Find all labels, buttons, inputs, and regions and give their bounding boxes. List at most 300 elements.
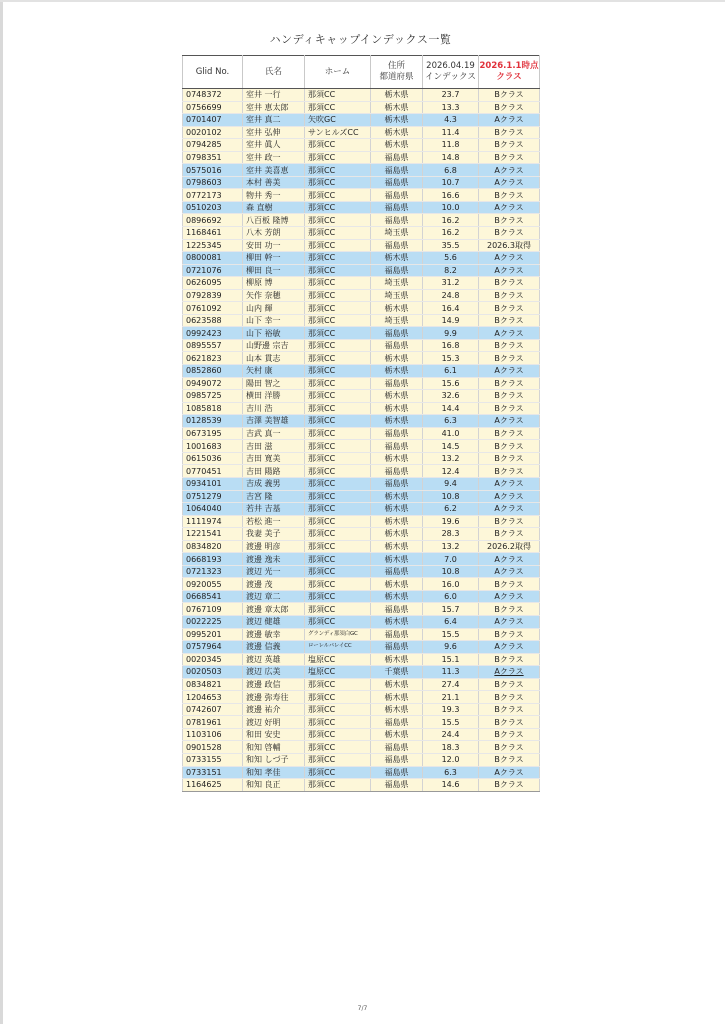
cell-glid <box>183 615 243 628</box>
cell-class-text: Bクラス <box>494 429 524 439</box>
cell-glid-text: 0721076 <box>186 265 222 275</box>
cell-pref <box>371 666 423 679</box>
cell-pref <box>371 314 423 327</box>
table-row <box>183 327 540 340</box>
table-row <box>183 691 540 704</box>
cell-name <box>243 239 305 252</box>
cell-index <box>423 151 479 164</box>
cell-class-text: Bクラス <box>494 466 524 476</box>
cell-name <box>243 89 305 102</box>
table-row <box>183 779 540 792</box>
table-row <box>183 578 540 591</box>
cell-index <box>423 753 479 766</box>
cell-glid <box>183 779 243 792</box>
cell-pref-text: 栃木県 <box>384 592 409 602</box>
cell-index <box>423 214 479 227</box>
cell-name-text: 吉田 寛美 <box>246 454 281 464</box>
cell-name-text: 矢作 奈穂 <box>246 291 281 301</box>
cell-pref-text: 栃木県 <box>384 127 409 137</box>
cell-class-text: Aクラス <box>494 328 524 338</box>
cell-pref-text: 福島県 <box>384 165 409 175</box>
cell-home <box>305 252 371 265</box>
table-row <box>183 653 540 666</box>
cell-pref <box>371 728 423 741</box>
cell-home <box>305 277 371 290</box>
cell-home-text: 那須CC <box>308 429 336 439</box>
cell-glid-text: 0510203 <box>186 203 222 213</box>
cell-class-text: Bクラス <box>494 679 524 689</box>
cell-home <box>305 716 371 729</box>
cell-index <box>423 365 479 378</box>
cell-index-text: 19.3 <box>441 705 460 715</box>
cell-name-text: 渡邊 祐介 <box>246 705 281 715</box>
cell-class <box>479 402 540 415</box>
header-class: 2026.1.1時点 クラス <box>479 56 540 89</box>
cell-home <box>305 126 371 139</box>
cell-home <box>305 553 371 566</box>
table-row <box>183 214 540 227</box>
cell-name-text: 森 直樹 <box>246 203 273 213</box>
cell-class-text: Aクラス <box>494 479 524 489</box>
cell-pref-text: 福島県 <box>384 328 409 338</box>
cell-name <box>243 440 305 453</box>
cell-class-text: Bクラス <box>494 692 524 702</box>
cell-index-text: 7.0 <box>444 554 457 564</box>
cell-class-text: Bクラス <box>494 780 524 790</box>
cell-class <box>479 377 540 390</box>
cell-index-text: 10.0 <box>441 203 460 213</box>
cell-pref-text: 福島県 <box>384 240 409 250</box>
cell-glid-text: 1001683 <box>186 441 222 451</box>
cell-pref-text: 福島県 <box>384 178 409 188</box>
table-row <box>183 590 540 603</box>
cell-pref <box>371 139 423 152</box>
cell-name-text: 陽田 智之 <box>246 378 281 388</box>
cell-index <box>423 703 479 716</box>
cell-class-text: Bクラス <box>494 90 524 100</box>
table-row <box>183 628 540 641</box>
cell-name <box>243 691 305 704</box>
cell-pref <box>371 126 423 139</box>
cell-name <box>243 515 305 528</box>
cell-pref <box>371 753 423 766</box>
table-row <box>183 465 540 478</box>
cell-pref-text: 栃木県 <box>384 692 409 702</box>
cell-index-text: 11.3 <box>441 667 460 677</box>
cell-index-text: 15.3 <box>441 353 460 363</box>
cell-name-text: 吉川 浩 <box>246 403 273 413</box>
cell-pref <box>371 477 423 490</box>
cell-pref-text: 栃木県 <box>384 679 409 689</box>
table-row <box>183 101 540 114</box>
cell-class <box>479 264 540 277</box>
cell-home <box>305 339 371 352</box>
cell-pref <box>371 101 423 114</box>
table-row <box>183 540 540 553</box>
cell-name-text: 吉宮 隆 <box>246 491 273 501</box>
cell-index <box>423 540 479 553</box>
cell-home <box>305 239 371 252</box>
table-row <box>183 352 540 365</box>
cell-class <box>479 716 540 729</box>
cell-glid-text: 0901528 <box>186 742 222 752</box>
cell-pref <box>371 252 423 265</box>
cell-index-text: 31.2 <box>441 278 460 288</box>
cell-glid <box>183 766 243 779</box>
cell-class-text: Bクラス <box>494 316 524 326</box>
cell-index <box>423 176 479 189</box>
cell-class-text: Aクラス <box>494 504 524 514</box>
cell-class-text: Bクラス <box>494 228 524 238</box>
cell-index-text: 10.7 <box>441 178 460 188</box>
cell-pref <box>371 465 423 478</box>
cell-index-text: 28.3 <box>441 529 460 539</box>
cell-index <box>423 452 479 465</box>
cell-class <box>479 365 540 378</box>
cell-name <box>243 666 305 679</box>
cell-glid-text: 1221541 <box>186 529 222 539</box>
cell-index-text: 8.2 <box>444 265 457 275</box>
cell-home <box>305 653 371 666</box>
cell-home-text: 那須CC <box>308 416 336 426</box>
table-row <box>183 402 540 415</box>
cell-name-text: 和知 孝佳 <box>246 767 281 777</box>
cell-pref-text: 福島県 <box>384 567 409 577</box>
cell-index <box>423 277 479 290</box>
cell-home-text: 那須CC <box>308 341 336 351</box>
cell-glid-text: 0834821 <box>186 679 222 689</box>
cell-glid <box>183 716 243 729</box>
cell-class-text: Aクラス <box>494 178 524 188</box>
cell-class <box>479 603 540 616</box>
cell-name <box>243 164 305 177</box>
table-row <box>183 678 540 691</box>
cell-pref <box>371 176 423 189</box>
cell-name-text: 吉田 陽路 <box>246 466 281 476</box>
cell-glid-text: 0673195 <box>186 429 222 439</box>
cell-home <box>305 628 371 641</box>
cell-home <box>305 578 371 591</box>
cell-pref-text: 福島県 <box>384 153 409 162</box>
cell-name-text: 室井 一行 <box>246 90 281 100</box>
cell-class-text: Aクラス <box>494 416 524 426</box>
cell-name-text: 渡辺 章二 <box>246 592 281 602</box>
cell-index-text: 15.5 <box>441 629 460 639</box>
cell-name-text: 渡邊 弥寿往 <box>246 692 289 702</box>
cell-index <box>423 314 479 327</box>
cell-glid <box>183 603 243 616</box>
cell-class <box>479 477 540 490</box>
cell-class <box>479 703 540 716</box>
cell-index-text: 16.0 <box>441 579 460 589</box>
cell-home <box>305 327 371 340</box>
cell-glid-text: 0949072 <box>186 378 222 388</box>
cell-class-text: Aクラス <box>494 203 524 213</box>
cell-class <box>479 565 540 578</box>
cell-home <box>305 753 371 766</box>
cell-home <box>305 352 371 365</box>
cell-glid <box>183 477 243 490</box>
cell-home-text: 那須CC <box>308 705 336 715</box>
cell-pref-text: 栃木県 <box>384 253 409 263</box>
cell-pref-text: 福島県 <box>384 441 409 451</box>
cell-name-text: 吉成 義男 <box>246 479 281 489</box>
cell-name-text: 渡邊 逸未 <box>246 554 281 564</box>
cell-name <box>243 302 305 315</box>
cell-name <box>243 352 305 365</box>
cell-name <box>243 779 305 792</box>
cell-home <box>305 289 371 302</box>
cell-pref-text: 福島県 <box>384 629 409 639</box>
cell-class <box>479 427 540 440</box>
cell-name <box>243 477 305 490</box>
cell-name <box>243 327 305 340</box>
cell-index <box>423 89 479 102</box>
cell-name <box>243 339 305 352</box>
cell-home-text: 那須CC <box>308 730 336 740</box>
cell-home <box>305 766 371 779</box>
cell-glid <box>183 741 243 754</box>
cell-pref <box>371 114 423 127</box>
cell-home-text: 那須CC <box>308 140 336 150</box>
header-name: 氏名 <box>243 56 305 89</box>
cell-index-text: 6.4 <box>444 617 457 627</box>
cell-index <box>423 114 479 127</box>
table-row <box>183 189 540 202</box>
cell-glid <box>183 402 243 415</box>
cell-pref <box>371 264 423 277</box>
cell-glid <box>183 377 243 390</box>
cell-home-text: 那須CC <box>308 253 336 263</box>
cell-glid-text: 0626095 <box>186 278 222 288</box>
cell-class <box>479 728 540 741</box>
cell-name <box>243 415 305 428</box>
cell-name <box>243 503 305 516</box>
cell-class <box>479 151 540 164</box>
cell-index-text: 14.4 <box>441 403 460 413</box>
cell-home <box>305 490 371 503</box>
cell-index-text: 9.4 <box>444 479 457 489</box>
cell-pref-text: 埼玉県 <box>384 228 409 238</box>
cell-glid <box>183 189 243 202</box>
cell-class-text: Bクラス <box>494 730 524 740</box>
cell-class-text: Aクラス <box>494 567 524 577</box>
cell-class-text: Bクラス <box>494 391 524 401</box>
cell-class <box>479 515 540 528</box>
cell-class-text: Bクラス <box>494 742 524 752</box>
cell-index-text: 15.1 <box>441 654 460 664</box>
cell-class <box>479 766 540 779</box>
cell-pref <box>371 440 423 453</box>
cell-class-text: Aクラス <box>494 592 524 602</box>
cell-home-text: 那須CC <box>308 504 336 514</box>
cell-glid-text: 0852860 <box>186 366 222 376</box>
cell-home-text: 那須CC <box>308 567 336 577</box>
cell-home-text: 那須CC <box>308 215 336 225</box>
cell-pref-text: 福島県 <box>384 717 409 727</box>
table-row <box>183 728 540 741</box>
cell-glid-text: 0020345 <box>186 654 222 664</box>
cell-class <box>479 741 540 754</box>
cell-pref <box>371 352 423 365</box>
table-row <box>183 201 540 214</box>
cell-name <box>243 641 305 654</box>
cell-index-text: 15.6 <box>441 378 460 388</box>
cell-index-text: 4.3 <box>444 115 457 125</box>
cell-index-text: 14.5 <box>441 441 460 451</box>
cell-glid <box>183 277 243 290</box>
cell-name <box>243 490 305 503</box>
cell-index <box>423 139 479 152</box>
cell-class <box>479 641 540 654</box>
cell-pref <box>371 515 423 528</box>
cell-name-text: 和知 啓輔 <box>246 742 281 752</box>
cell-index-text: 24.8 <box>441 291 460 301</box>
cell-glid-text: 0761092 <box>186 303 222 313</box>
cell-index <box>423 465 479 478</box>
cell-home <box>305 528 371 541</box>
cell-glid-text: 0751279 <box>186 491 222 501</box>
cell-name <box>243 365 305 378</box>
cell-index-text: 15.7 <box>441 604 460 614</box>
cell-home <box>305 465 371 478</box>
cell-class <box>479 691 540 704</box>
cell-home <box>305 390 371 403</box>
cell-glid <box>183 139 243 152</box>
cell-name <box>243 528 305 541</box>
cell-glid <box>183 201 243 214</box>
cell-glid-text: 1111974 <box>186 516 222 526</box>
cell-class <box>479 352 540 365</box>
cell-class-text: Bクラス <box>494 278 524 288</box>
cell-name-text: 室井 美喜恵 <box>246 165 289 175</box>
cell-glid <box>183 164 243 177</box>
cell-home-text: 那須CC <box>308 303 336 313</box>
cell-glid-text: 0798351 <box>186 153 222 162</box>
cell-class-text: Bクラス <box>494 291 524 301</box>
cell-index-text: 6.8 <box>444 165 457 175</box>
table-row <box>183 277 540 290</box>
cell-home-text: 塩原CC <box>308 654 336 664</box>
cell-pref-text: 福島県 <box>384 429 409 439</box>
cell-glid <box>183 728 243 741</box>
cell-home <box>305 139 371 152</box>
page-number: 7/7 <box>357 1005 368 1012</box>
cell-index-text: 13.3 <box>441 102 460 112</box>
cell-name <box>243 766 305 779</box>
cell-index-text: 9.9 <box>444 328 457 338</box>
cell-pref-text: 栃木県 <box>384 391 409 401</box>
cell-name-text: 吉武 真一 <box>246 429 281 439</box>
cell-home <box>305 302 371 315</box>
cell-home <box>305 590 371 603</box>
cell-pref <box>371 490 423 503</box>
cell-pref-text: 福島県 <box>384 341 409 351</box>
cell-index <box>423 741 479 754</box>
cell-home-text: 那須CC <box>308 441 336 451</box>
cell-glid-text: 0020503 <box>186 667 222 677</box>
cell-glid-text: 0020102 <box>186 127 222 137</box>
table-row <box>183 641 540 654</box>
cell-class <box>479 678 540 691</box>
cell-class <box>479 553 540 566</box>
cell-index-text: 24.4 <box>441 730 460 740</box>
cell-class-text: Aクラス <box>494 617 524 627</box>
cell-name-text: 山本 貫志 <box>246 353 281 363</box>
cell-name <box>243 277 305 290</box>
cell-pref <box>371 227 423 240</box>
table-body <box>183 89 540 792</box>
cell-name <box>243 565 305 578</box>
table-row <box>183 753 540 766</box>
cell-glid <box>183 653 243 666</box>
cell-class <box>479 540 540 553</box>
cell-class <box>479 666 540 679</box>
cell-glid <box>183 628 243 641</box>
cell-glid-text: 1103106 <box>186 730 222 740</box>
cell-pref <box>371 766 423 779</box>
cell-name-text: 山下 幸一 <box>246 316 281 326</box>
cell-class-text: Bクラス <box>494 705 524 715</box>
cell-index <box>423 327 479 340</box>
cell-home <box>305 641 371 654</box>
cell-glid <box>183 703 243 716</box>
cell-name-text: 吉澤 美智雄 <box>246 416 289 426</box>
table-row <box>183 615 540 628</box>
cell-name <box>243 553 305 566</box>
cell-name <box>243 678 305 691</box>
cell-glid-text: 0621823 <box>186 353 222 363</box>
cell-home-text: 那須CC <box>308 579 336 589</box>
cell-home-text: 矢吹GC <box>308 115 336 125</box>
cell-class-text: Aクラス <box>494 554 524 564</box>
cell-index <box>423 289 479 302</box>
cell-home-text: 那須CC <box>308 378 336 388</box>
cell-home <box>305 427 371 440</box>
cell-glid-text: 0668541 <box>186 592 222 602</box>
cell-pref <box>371 214 423 227</box>
cell-index-text: 13.2 <box>441 541 460 551</box>
cell-index <box>423 691 479 704</box>
cell-glid <box>183 239 243 252</box>
cell-pref-text: 福島県 <box>384 378 409 388</box>
cell-home <box>305 227 371 240</box>
cell-class <box>479 779 540 792</box>
cell-class <box>479 490 540 503</box>
cell-home-text: 那須CC <box>308 316 336 326</box>
table-row <box>183 666 540 679</box>
cell-name <box>243 252 305 265</box>
cell-pref-text: 栃木県 <box>384 115 409 125</box>
table-row <box>183 490 540 503</box>
cell-pref <box>371 277 423 290</box>
cell-name <box>243 214 305 227</box>
cell-class <box>479 114 540 127</box>
cell-class-text: Bクラス <box>494 755 524 765</box>
cell-home <box>305 540 371 553</box>
table-row <box>183 365 540 378</box>
cell-class <box>479 126 540 139</box>
cell-pref <box>371 151 423 164</box>
cell-home <box>305 741 371 754</box>
cell-pref-text: 栃木県 <box>384 541 409 551</box>
cell-name <box>243 390 305 403</box>
cell-class <box>479 277 540 290</box>
cell-class-text: Aクラス <box>494 667 524 677</box>
cell-pref <box>371 628 423 641</box>
cell-pref-text: 埼玉県 <box>384 278 409 288</box>
cell-index-text: 11.8 <box>441 140 460 150</box>
